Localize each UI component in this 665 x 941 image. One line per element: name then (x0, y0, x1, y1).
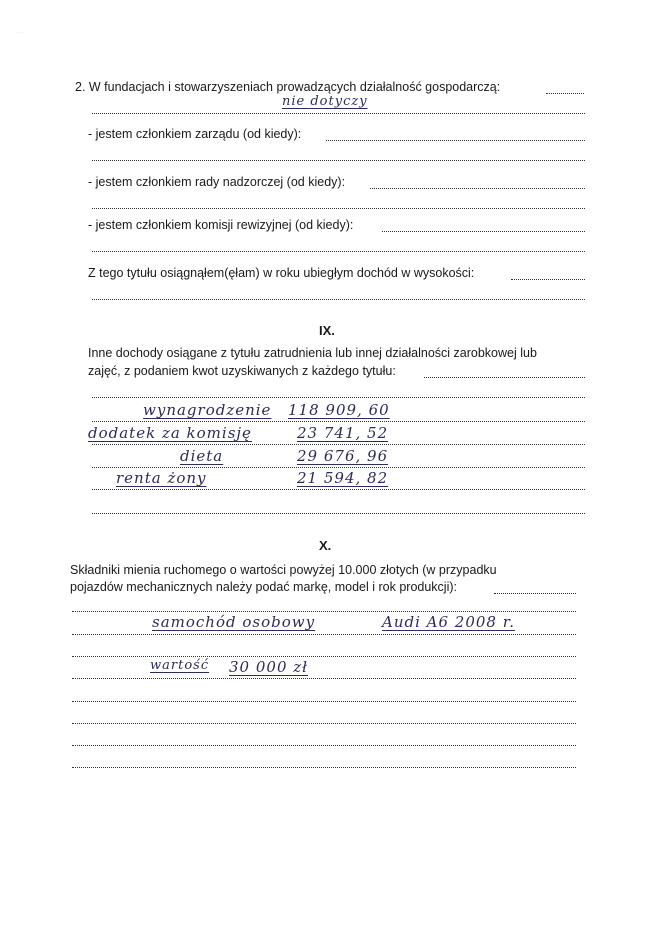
vehicle-type: samochód osobowy (152, 613, 316, 631)
income-entry-label: dieta (180, 447, 224, 465)
dotted-line (72, 611, 576, 612)
income-entry-label: dodatek za komisję (88, 424, 252, 442)
income-entry-label: renta żony (116, 469, 207, 487)
dotted-line (92, 251, 585, 252)
audit-committee-label: - jestem członkiem komisji rewizyjnej (od kiedy): (88, 218, 354, 232)
section-heading-ix: IX. (319, 323, 335, 338)
dotted-line (92, 397, 585, 398)
dotted-line (494, 593, 576, 594)
dotted-line (546, 93, 584, 94)
scan-noise-mark: · · (18, 30, 24, 36)
income-entry-amount: 21 594, 82 (297, 469, 389, 487)
dotted-line (92, 160, 585, 161)
entry-line (92, 444, 585, 445)
answer-line (92, 113, 585, 114)
other-income-text-2: zajęć, z podaniem kwot uzyskiwanych z każdego tytułu: (88, 364, 396, 378)
value-label: wartość (150, 658, 210, 673)
board-member-label: - jestem członkiem zarządu (od kiedy): (88, 127, 302, 141)
income-label: Z tego tytułu osiągnąłem(ęłam) w roku ubiegłym dochód w wysokości: (88, 266, 475, 280)
entry-line (92, 489, 585, 490)
dotted-line (92, 208, 585, 209)
dotted-line (72, 723, 576, 724)
dotted-line (72, 745, 576, 746)
dotted-line (382, 231, 585, 232)
dotted-line (72, 701, 576, 702)
income-entry-amount: 23 741, 52 (297, 424, 389, 442)
dotted-line (326, 140, 585, 141)
dotted-line (92, 299, 585, 300)
other-income-text-1: Inne dochody osiągane z tytułu zatrudnienia lub innej działalności zarobkowej lub (88, 346, 537, 360)
income-entry-amount: 118 909, 60 (288, 401, 390, 419)
dotted-line (72, 767, 576, 768)
dotted-line (511, 279, 585, 280)
entry-line (92, 421, 585, 422)
vehicle-model: Audi A6 2008 r. (382, 613, 516, 631)
dotted-line (92, 513, 585, 514)
foundations-label: 2. W fundacjach i stowarzyszeniach prowadzących działalność gospodarczą: (75, 80, 501, 94)
entry-line (92, 467, 585, 468)
dotted-line (72, 656, 576, 657)
supervisory-board-label: - jestem członkiem rady nadzorczej (od kiedy): (88, 175, 346, 189)
dotted-line (424, 377, 585, 378)
dotted-line (370, 188, 585, 189)
entry-line (72, 634, 576, 635)
income-entry-amount: 29 676, 96 (297, 447, 389, 465)
value-amount: 30 000 zł (229, 658, 309, 676)
handwritten-not-applicable: nie dotyczy (282, 94, 368, 109)
section-heading-x: X. (319, 538, 332, 553)
movable-property-text-1: Składniki mienia ruchomego o wartości powyżej 10.000 złotych (w przypadku (70, 563, 497, 577)
movable-property-text-2: pojazdów mechanicznych należy podać markę, model i rok produkcji): (70, 580, 457, 594)
income-entry-label: wynagrodzenie (143, 401, 272, 419)
entry-line (72, 678, 576, 679)
